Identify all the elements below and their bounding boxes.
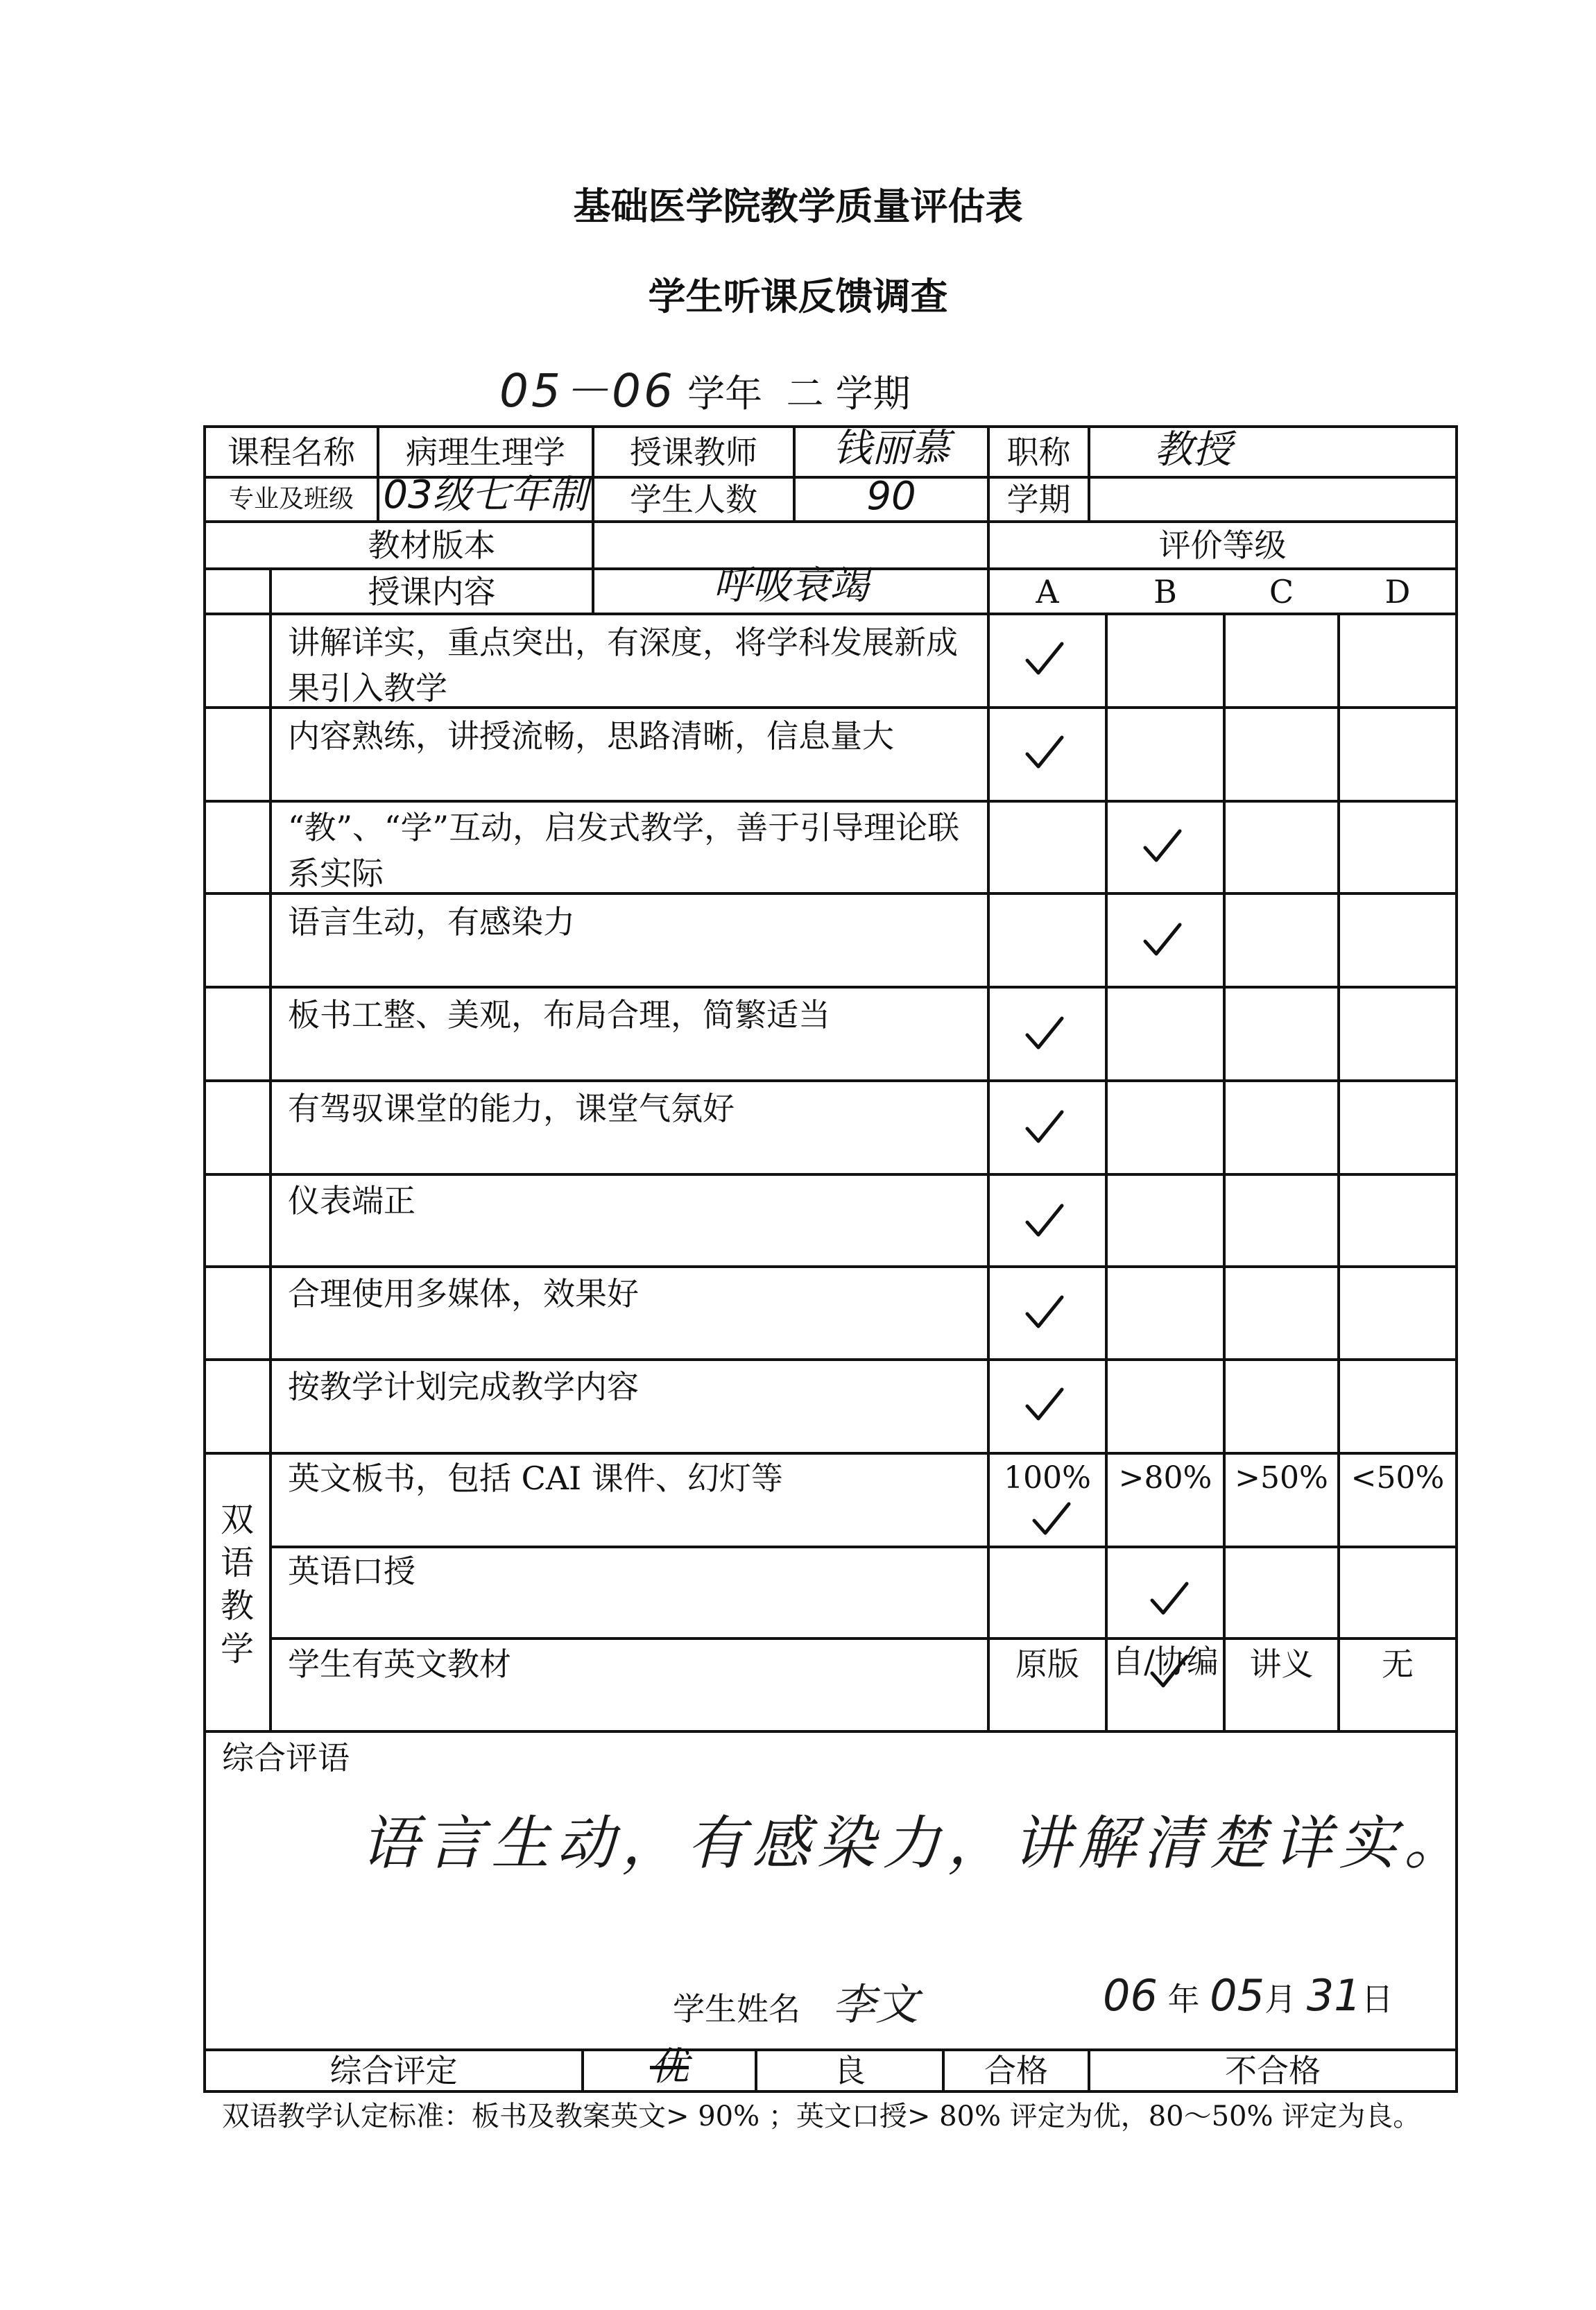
teacher-name: 钱丽慕 <box>833 425 950 471</box>
course-name-label: 课程名称 <box>228 433 355 471</box>
bilingual-row-1: 英文板书，包括 CAI 课件、幻灯等 <box>288 1460 783 1497</box>
content-label: 授课内容 <box>368 572 496 610</box>
bilingual-3-opt-2: 自/协编 <box>1112 1643 1219 1680</box>
overall-opt-fail: 不合格 <box>1225 2052 1321 2089</box>
textbook-label: 教材版本 <box>368 527 496 564</box>
overall-label: 综合评定 <box>329 2052 458 2089</box>
title-label: 职称 <box>1006 433 1071 471</box>
check-mark-icon <box>1023 732 1065 773</box>
title-value: 教授 <box>1154 427 1232 472</box>
criterion-2: 内容熟练，讲授流畅，思路清晰，信息量大 <box>288 717 894 755</box>
check-mark-icon <box>1030 1498 1072 1540</box>
content-value: 呼吸衰竭 <box>713 563 868 608</box>
day-char: 日 <box>1361 1980 1393 2018</box>
check-mark-icon <box>1023 1384 1065 1426</box>
criterion-8: 合理使用多媒体，效果好 <box>288 1275 639 1312</box>
course-name: 病理生理学 <box>406 433 565 471</box>
grade-d: D <box>1384 572 1411 610</box>
overall-opt-good: 良 <box>834 2052 866 2089</box>
comments-label: 综合评语 <box>222 1739 350 1777</box>
check-mark-icon <box>1148 1578 1190 1620</box>
bilingual-1-opt-2: >80% <box>1118 1460 1212 1496</box>
major-value: 03级七年制 <box>383 472 588 517</box>
criterion-9: 按教学计划完成教学内容 <box>288 1368 639 1405</box>
bilingual-label: 双语教学 <box>221 1500 255 1668</box>
bilingual-3-opt-3: 讲义 <box>1249 1645 1314 1683</box>
textbook-value <box>593 522 988 569</box>
criterion-1: 讲解详实，重点突出，有深度，将学科发展新成果引入教学 <box>288 624 958 707</box>
criterion-3: “教”、“学”互动，启发式教学，善于引导理论联系实际 <box>288 809 960 892</box>
students-value: 90 <box>866 474 916 519</box>
grade-a: A <box>1036 572 1059 610</box>
check-mark-icon <box>1023 1013 1065 1054</box>
bilingual-3-opt-4: 无 <box>1382 1645 1414 1683</box>
check-mark-icon <box>1141 825 1183 867</box>
grade-header: 评价等级 <box>1158 527 1287 564</box>
bilingual-row-2: 英语口授 <box>288 1552 415 1590</box>
criterion-4: 语言生动，有感染力 <box>288 903 575 941</box>
academic-year-label: 学年 <box>687 372 763 416</box>
semester-number: 二 <box>786 372 824 416</box>
teacher-label: 授课教师 <box>630 433 757 471</box>
footnote: 双语教学认定标准：板书及教案英文> 90% ；英文口授> 80% 评定为优，80～50% 评定为良。 <box>222 2101 1421 2132</box>
bilingual-row-3: 学生有英文教材 <box>288 1645 511 1683</box>
grade-c: C <box>1269 572 1294 610</box>
check-mark-icon <box>1141 919 1183 961</box>
major-label: 专业及班级 <box>228 485 354 513</box>
bilingual-1-opt-3: >50% <box>1235 1460 1328 1496</box>
grade-b: B <box>1153 572 1177 610</box>
form-subtitle: 学生听课反馈调查 <box>648 274 948 318</box>
bilingual-1-opt-1: 100% <box>1004 1460 1091 1496</box>
student-name: 李文 <box>832 1979 919 2030</box>
form-title: 基础医学院教学质量评估表 <box>573 184 1023 228</box>
criterion-6: 有驾驭课堂的能力，课堂气氛好 <box>288 1090 735 1127</box>
month-char: 月 <box>1264 1980 1297 2018</box>
academic-year: 05－06 <box>499 364 676 418</box>
check-mark-icon <box>1023 638 1065 680</box>
overall-opt-pass: 合格 <box>984 2052 1048 2089</box>
date-month: 05 <box>1210 1970 1265 2021</box>
date-day: 31 <box>1306 1970 1362 2021</box>
student-name-label: 学生姓名 <box>673 1990 800 2028</box>
overall-opt-excellent: 优 <box>650 2044 689 2089</box>
date-line <box>1103 1970 1393 2021</box>
criterion-7: 仪表端正 <box>288 1182 415 1220</box>
comments-text: 语言生动，有感染力，讲解清楚详实。 <box>361 1809 1470 1877</box>
bilingual-1-opt-4: <50% <box>1350 1460 1445 1496</box>
semester-label: 学期 <box>835 372 911 416</box>
check-mark-icon <box>1023 1200 1065 1242</box>
check-mark-icon <box>1023 1292 1065 1333</box>
semester-field-label: 学期 <box>1006 481 1071 518</box>
date-year: 06 <box>1103 1970 1158 2021</box>
check-mark-icon <box>1023 1106 1065 1148</box>
bilingual-3-opt-1: 原版 <box>1015 1645 1079 1683</box>
students-label: 学生人数 <box>630 481 757 518</box>
semester-field-value <box>1089 477 1457 522</box>
criterion-5: 板书工整、美观，布局合理，简繁适当 <box>288 996 830 1034</box>
year-char: 年 <box>1167 1980 1200 2018</box>
